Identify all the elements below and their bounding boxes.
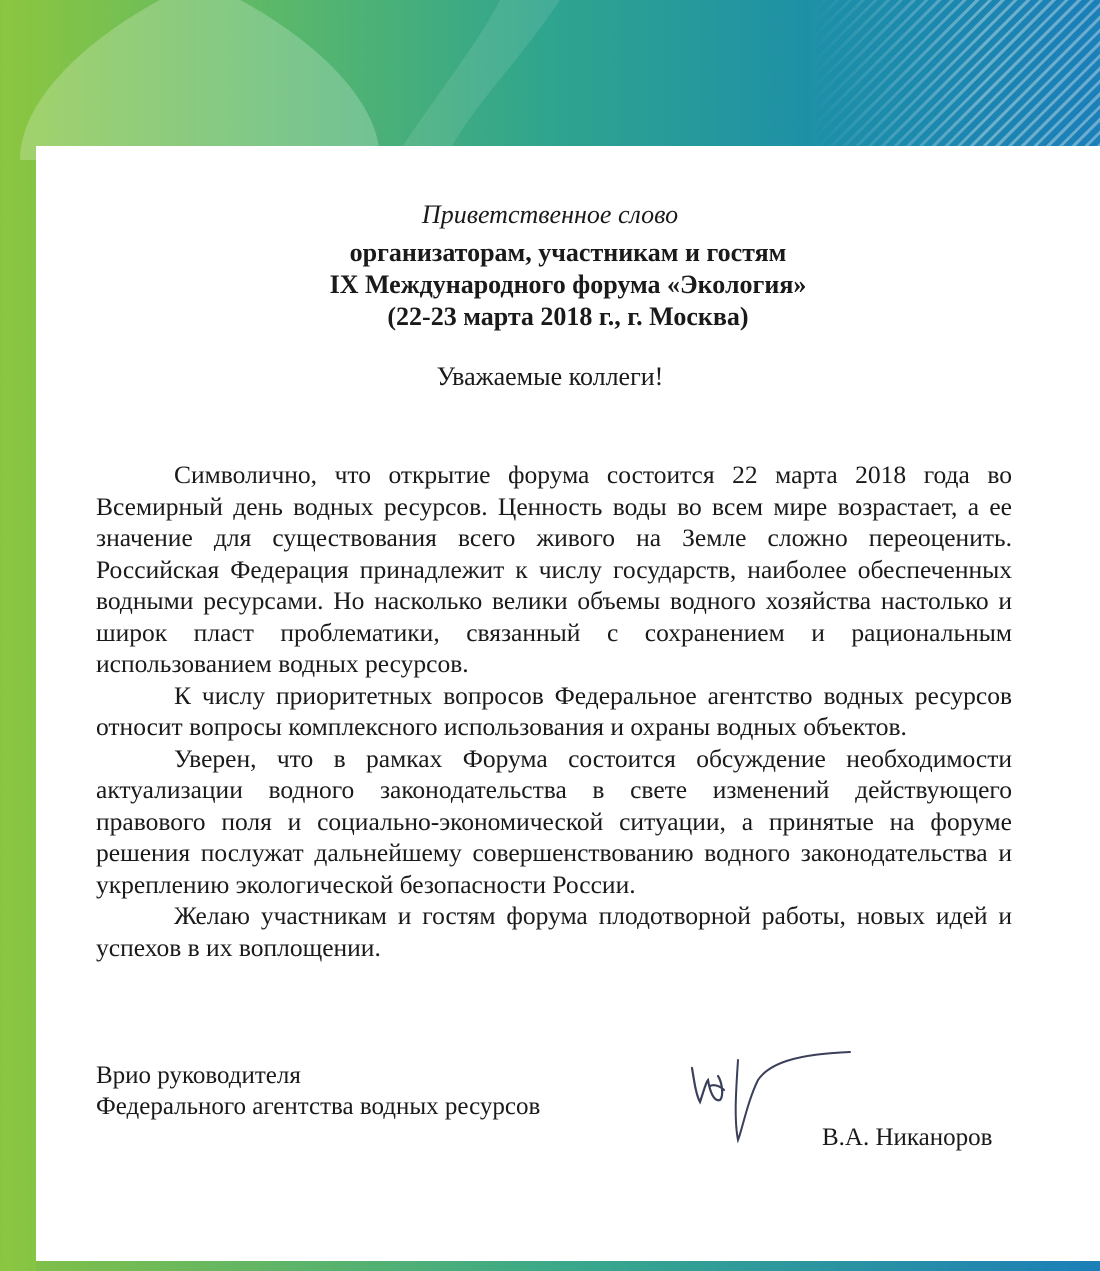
paragraph: Символично, что открытие форума состоится 22 марта 2018 года во Всемирный день водных ресурсов. Ценность воды во всем мире возрастает, а ее значение для существования всего живого на Земле сложно переоценить. Российская Федерация принадлежит к числу государств, наиболее обеспеченных водными ресурсами. Но насколько велики объемы водного хозяйства настолько и широк пласт проблематики, связанный с сохранением и рациональным использованием водных ресурсов. bbox=[96, 460, 1012, 678]
letter-addressee: организаторам, участникам и гостям bbox=[349, 238, 787, 267]
signer-position-line2: Федерального агентства водных ресурсов bbox=[96, 1093, 541, 1120]
letter-body bbox=[96, 459, 1012, 963]
signer-name: В.А. Никаноров bbox=[822, 1124, 993, 1151]
forum-date: (22-23 марта 2018 г., г. Москва) bbox=[387, 302, 749, 331]
bottom-band bbox=[36, 1261, 1100, 1271]
signer-position-line1: Врио руководителя bbox=[96, 1062, 301, 1089]
greeting: Уважаемые коллеги! bbox=[436, 362, 664, 391]
stripe-pattern bbox=[810, 0, 1100, 150]
forum-name: IX Международного форума «Экология» bbox=[329, 270, 807, 299]
paragraph: К числу приоритетных вопросов Федеральное агентство водных ресурсов относит вопросы комплексного использования и охраны водных объектов. bbox=[96, 680, 1012, 741]
paragraph: Уверен, что в рамках Форума состоится обсуждение необходимости актуализации водного законодательства в свете изменений действующего правового поля и социально-экономической ситуации, а принятые на форуме решения послужат дальнейшему совершенствованию водного законодательства и укреплению экологической безопасности России. bbox=[96, 743, 1012, 899]
paragraph: Желаю участникам и гостям форума плодотворной работы, новых идей и успехов в их воплощении. bbox=[96, 901, 1012, 962]
letter-title: Приветственное слово bbox=[421, 200, 679, 229]
